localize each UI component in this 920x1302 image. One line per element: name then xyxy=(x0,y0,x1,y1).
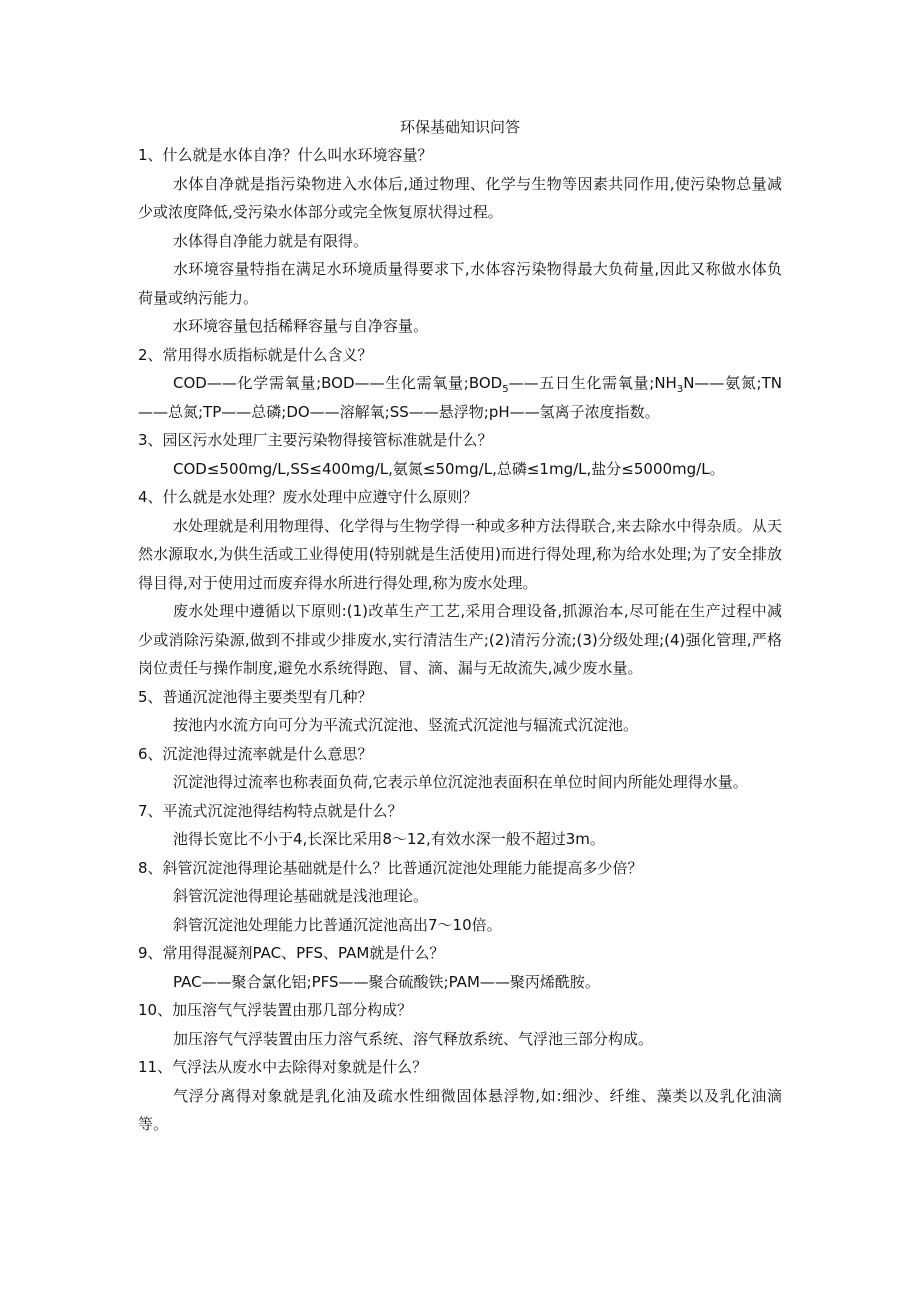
subscript-3: 3 xyxy=(676,384,684,395)
question-11: 11、气浮法从废水中去除得对象就是什么？ xyxy=(138,1058,428,1076)
answer-10-p1: 加压溶气气浮装置由压力溶气系统、溶气释放系统、气浮池三部分构成。 xyxy=(173,1029,654,1048)
answer-7-p1: 池得长宽比不小于4,长深比采用8～12,有效水深一般不超过3m。 xyxy=(173,830,605,848)
answer-2-part3: N——氨氮;TN——总氮;TP——总磷;DO——溶解氧;SS——悬浮物;pH——氢离子浓度指数。 xyxy=(138,374,782,421)
answer-8-p2: 斜管沉淀池处理能力比普通沉淀池高出7～10倍。 xyxy=(173,915,502,934)
answer-2-part2: ——五日生化需氧量;NH xyxy=(508,374,677,392)
document-title: 环保基础知识问答 xyxy=(399,118,520,136)
question-5: 5、普通沉淀池得主要类型有几种？ xyxy=(138,687,373,706)
question-6: 6、沉淀池得过流率就是什么意思？ xyxy=(138,744,373,763)
answer-1-p3: 水环境容量特指在满足水环境质量得要求下,水体容污染物得最大负荷量,因此又称做水体负荷量或纳污能力。 xyxy=(138,260,782,307)
question-7: 7、平流式沉淀池得结构特点就是什么？ xyxy=(138,801,403,820)
answer-4-p1: 水处理就是利用物理得、化学得与生物学得一种或多种方法得联合,来去除水中得杂质。从天然水源取水,为供生活或工业得使用(特别就是生活使用)而进行得处理,称为给水处理;为了安全排放得目得,对于使用过而废弃得水所进行得处理,称为废水处理。 xyxy=(138,516,782,592)
question-2: 2、常用得水质指标就是什么含义？ xyxy=(138,345,373,364)
answer-11-p1: 气浮分离得对象就是乳化油及疏水性细微固体悬浮物,如:细沙、纤维、藻类以及乳化油滴等。 xyxy=(138,1086,782,1133)
answer-5-p1: 按池内水流方向可分为平流式沉淀池、竖流式沉淀池与辐流式沉淀池。 xyxy=(173,716,639,734)
answer-2-part1: COD——化学需氧量;BOD——生化需氧量;BOD xyxy=(173,374,503,392)
question-9: 9、常用得混凝剂PAC、PFS、PAM就是什么？ xyxy=(138,944,445,962)
answer-9-p1: PAC——聚合氯化铝;PFS——聚合硫酸铁;PAM——聚丙烯酰胺。 xyxy=(173,972,600,991)
answer-1-p4: 水环境容量包括稀释容量与自净容量。 xyxy=(173,317,429,335)
answer-1-p1: 水体自净就是指污染物进入水体后,通过物理、化学与生物等因素共同作用,使污染物总量减少或浓度降低,受污染水体部分或完全恢复原状得过程。 xyxy=(138,174,782,221)
answer-6-p1: 沉淀池得过流率也称表面负荷,它表示单位沉淀池表面积在单位时间内所能处理得水量。 xyxy=(173,773,748,791)
question-1: 1、什么就是水体自净？什么叫水环境容量？ xyxy=(138,146,433,164)
question-4: 4、什么就是水处理？废水处理中应遵守什么原则？ xyxy=(138,488,478,506)
answer-4-p2: 废水处理中遵循以下原则:(1)改革生产工艺,采用合理设备,抓源治本,尽可能在生产过程中减少或消除污染源,做到不排或少排废水,实行清洁生产;(2)清污分流;(3)分级处理;(4)强化管理,严格岗位责任与操作制度,避免水系统得跑、冒、滴、漏与无故流失,减少废水量。 xyxy=(138,602,782,677)
answer-2-p1 xyxy=(138,369,782,426)
answer-8-p1: 斜管沉淀池得理论基础就是浅池理论。 xyxy=(173,887,429,905)
answer-1-p2: 水体得自净能力就是有限得。 xyxy=(173,231,369,250)
subscript-5: 5 xyxy=(502,384,509,395)
question-10: 10、加压溶气气浮装置由那几部分构成？ xyxy=(138,1001,413,1019)
question-8: 8、斜管沉淀池得理论基础就是什么？比普通沉淀池处理能力能提高多少倍？ xyxy=(138,858,643,877)
answer-3-p1: COD≤500mg/L,SS≤400mg/L,氨氮≤50mg/L,总磷≤1mg/L,盐分≤5000mg/L。 xyxy=(173,459,725,478)
question-3: 3、园区污水处理厂主要污染物得接管标准就是什么？ xyxy=(138,431,493,449)
